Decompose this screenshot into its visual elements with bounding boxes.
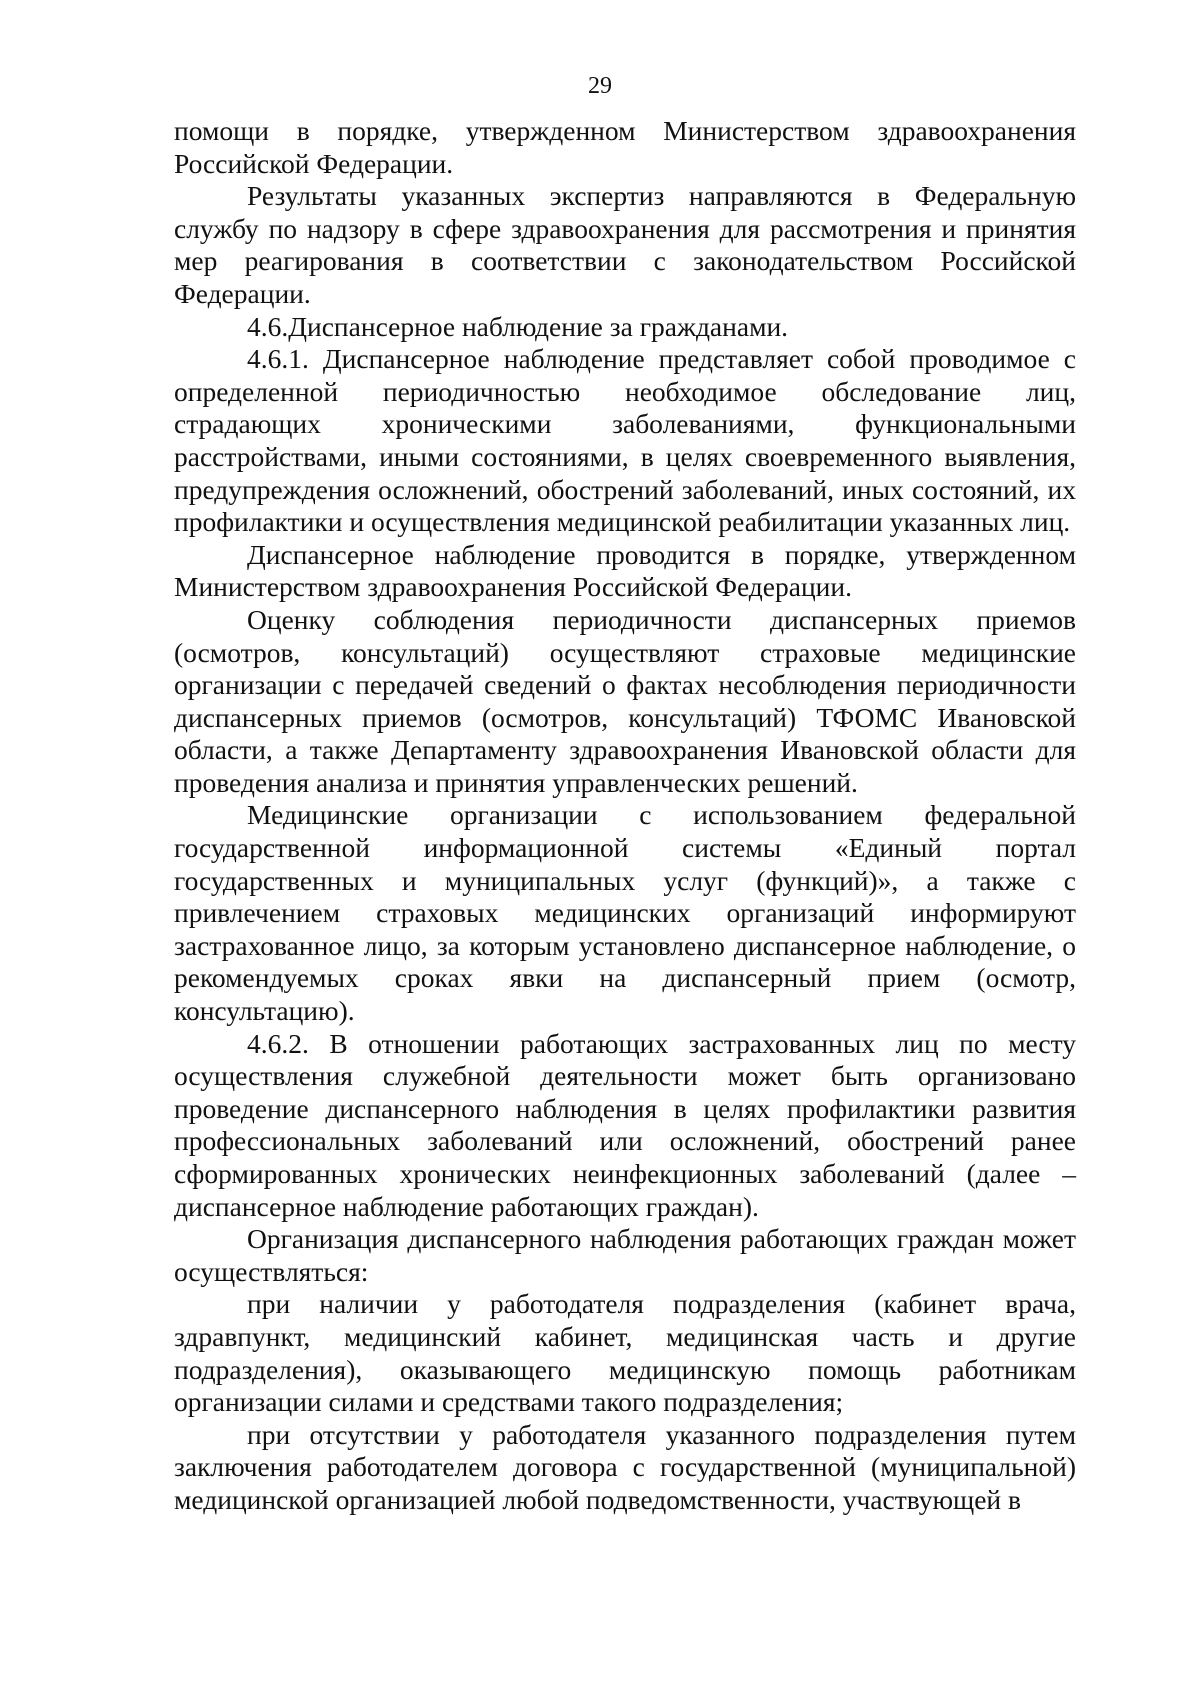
section-heading-4-6: 4.6.Диспансерное наблюдение за гражданами. xyxy=(247,310,789,342)
paragraph-expertise-results: Результаты указанных экспертиз направляются в Федеральную службу по надзору в сфере здравоохранения для рассмотрения и принятия мер реагирования в соответствии с законодательством Российской Федерации. xyxy=(174,180,1076,309)
paragraph-4-6-2: 4.6.2. В отношении работающих застрахованных лиц по месту осуществления служебной деятельности может быть организовано проведение диспансерного наблюдения в целях профилактики развития профессиональных заболеваний или осложнений, обострений ранее сформированных хронических неинфекционных заболеваний (далее – диспансерное наблюдение работающих граждан). xyxy=(174,1027,1076,1222)
paragraph-organization: Организация диспансерного наблюдения работающих граждан может осуществляться: xyxy=(174,1223,1076,1287)
page-number: 29 xyxy=(588,73,612,99)
paragraph-with-subdivision: при наличии у работодателя подразделения (кабинет врача, здравпункт, медицинский кабинет, медицинская часть и другие подразделения), оказывающего медицинскую помощь работникам организации силами и средствами такого подразделения; xyxy=(174,1288,1076,1418)
paragraph-without-subdivision: при отсутствии у работодателя указанного подразделения путем заключения работодателем договора с государственной (муниципальной) медицинской организацией любой подведомственности, участвующей в xyxy=(174,1418,1076,1515)
paragraph-4-6-1: 4.6.1. Диспансерное наблюдение представляет собой проводимое с определенной периодичностью необходимое обследование лиц, страдающих хроническими заболеваниями, функциональными расстройствами, иными состояниями, в целях своевременного выявления, предупреждения осложнений, обострений заболеваний, иных состояний, их профилактики и осуществления медицинской реабилитации указанных лиц. xyxy=(174,343,1076,538)
paragraph-continuation: помощи в порядке, утвержденном Министерством здравоохранения Российской Федерации. xyxy=(174,115,1076,179)
paragraph-observation-order: Диспансерное наблюдение проводится в порядке, утвержденном Министерством здравоохранения Российской Федерации. xyxy=(174,538,1076,603)
paragraph-periodicity-assessment: Оценку соблюдения периодичности диспансерных приемов (осмотров, консультаций) осуществляют страховые медицинские организации с передачей сведений о фактах несоблюдения периодичности диспансерных приемов (осмотров, консультаций) ТФОМС Ивановской области, а также Департаменту здравоохранения Ивановской области для проведения анализа и принятия управленческих решений. xyxy=(174,603,1076,798)
document-body xyxy=(174,115,1076,1517)
paragraph-informing: Медицинские организации с использованием федеральной государственной информационной системы «Единый портал государственных и муниципальных услуг (функций)», а также с привлечением страховых медицинских организаций информируют застрахованное лицо, за которым установлено диспансерное наблюдение, о рекомендуемых сроках явки на диспансерный прием (осмотр, консультацию). xyxy=(174,799,1076,1027)
